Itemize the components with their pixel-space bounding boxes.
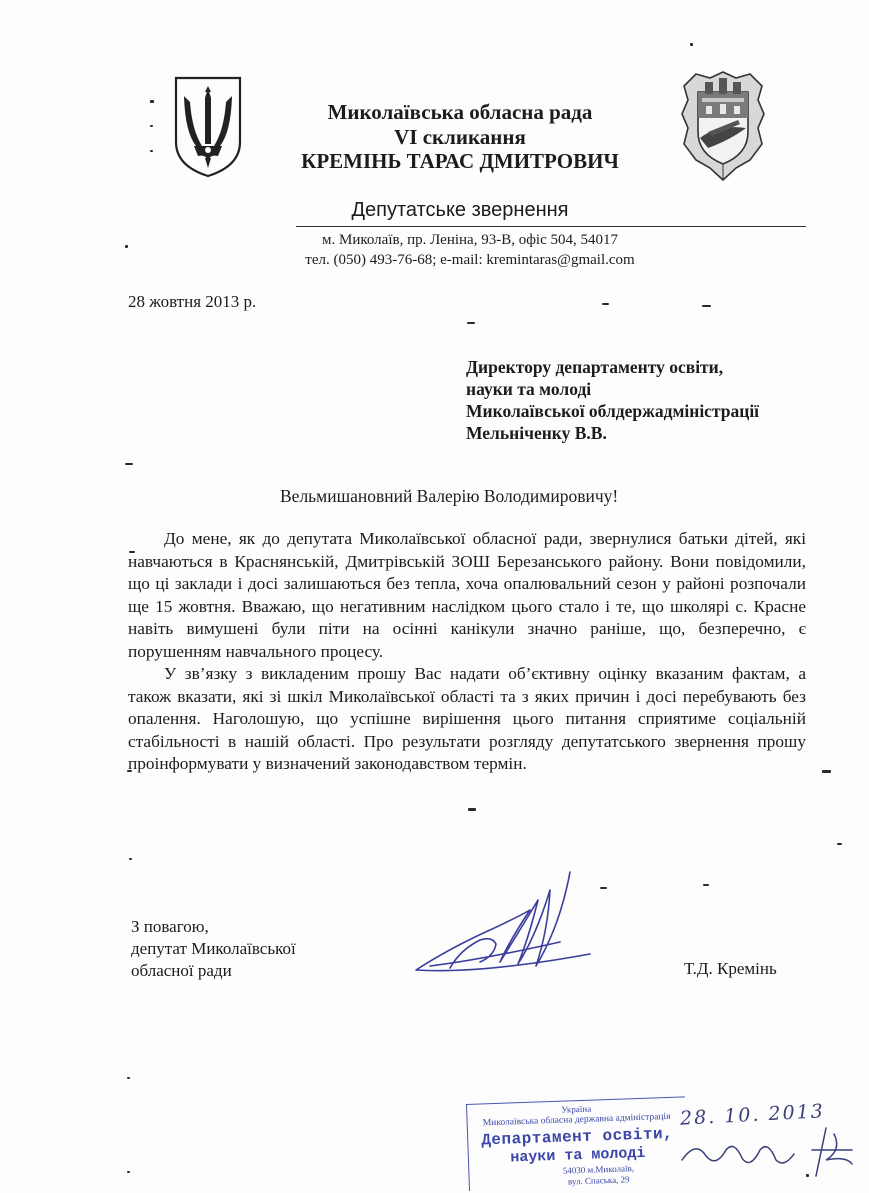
stamp-department-sub: науки та молоді	[510, 1144, 646, 1166]
document-type: Депутатське звернення	[351, 199, 569, 221]
handwritten-date: 28. 10. 2013	[679, 1100, 826, 1130]
convocation: VI скликання	[394, 125, 526, 149]
addressee-line: науки та молоді	[466, 379, 592, 399]
stamp-administration: Миколаївська обласна державна адміністрація	[482, 1111, 671, 1129]
salutation: Вельмишановний Валерію Володимировичу!	[280, 486, 619, 506]
stamp-country: Україна	[561, 1103, 592, 1115]
ukraine-coat-of-arms-icon	[170, 74, 246, 180]
mykolaiv-region-crest-icon	[678, 68, 768, 186]
contact-phone-email: тел. (050) 493-76-68; e-mail: kremintaras@gmail.com	[305, 252, 635, 268]
addressee-line: Мельніченку В.В.	[466, 423, 607, 443]
body-paragraph: У зв’язку з викладеним прошу Вас надати об’єктивну оцінку вказаним фактам, а також вказати, які зі шкіл Миколаївської області та з яких причин і досі перебувають без опалення. Наголошую, що успішне вирішення цього питання сприятиме соціальній стабільності в нашій області. Про результати розгляду депутатського звернення прошу проінформувати у визначений законодавством термін.	[128, 664, 806, 773]
closing-line: обласної ради	[131, 961, 232, 980]
signer-name: Т.Д. Кремінь	[684, 959, 777, 978]
addressee-line: Миколаївської облдержадміністрації	[466, 401, 760, 421]
handwritten-note-icon	[676, 1120, 856, 1180]
closing-block	[131, 916, 296, 982]
closing-line: депутат Миколаївської	[131, 939, 296, 958]
stamp-city: 54030 м.Миколаїв,	[562, 1162, 635, 1176]
body-paragraph: До мене, як до депутата Миколаївської обласної ради, звернулися батьки дітей, які навчаються в Краснянській, Дмитрівській ЗОШ Березанського району. Вони повідомили, що ці заклади і досі залишаються без тепла, хоча опалювальний сезон у районі розпочали ще 15 жовтня. Вважаю, що негативним наслідком цього стало і те, що школярі с. Красне навіть вимушені були піти на осінні канікули значно раніше, що, безперечно, є порушенням навчального процесу.	[128, 529, 806, 661]
stamp-street: вул. Спаська, 29	[567, 1173, 630, 1186]
letterhead-divider	[296, 226, 806, 227]
letter-date: 28 жовтня 2013 р.	[128, 292, 257, 311]
letter-body	[128, 528, 806, 776]
handwritten-signature-icon	[410, 870, 600, 985]
council-name: Миколаївська обласна рада	[327, 100, 593, 124]
closing-line: З повагою,	[131, 917, 209, 936]
deputy-name: КРЕМІНЬ ТАРАС ДМИТРОВИЧ	[301, 149, 619, 173]
contact-address: м. Миколаїв, пр. Леніна, 93-В, офіс 504, 54017	[321, 232, 618, 248]
registration-stamp	[466, 1096, 688, 1191]
addressee-block	[466, 356, 826, 444]
stamp-department: Департамент освіти,	[480, 1124, 674, 1149]
addressee-line: Директору департаменту освіти,	[466, 357, 724, 377]
